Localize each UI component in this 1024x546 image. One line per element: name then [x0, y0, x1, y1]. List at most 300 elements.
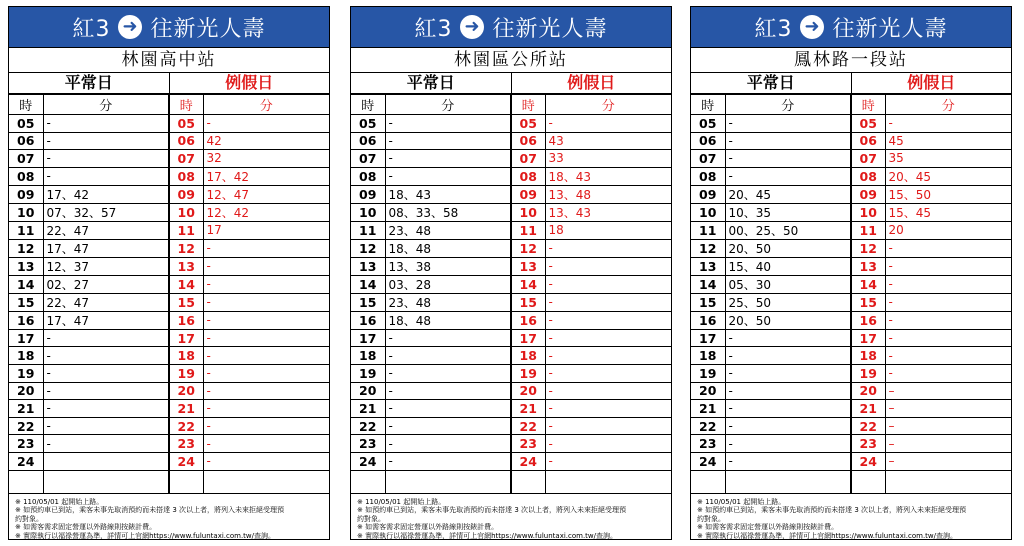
holiday-hour-header: 時: [169, 95, 203, 115]
weekday-minutes-cell: -: [725, 347, 851, 365]
notes: [9, 494, 329, 545]
day-type-row: [691, 73, 1011, 94]
table-row: [9, 329, 329, 347]
weekday-minutes-cell: -: [385, 132, 511, 150]
note-line: ※ 如預約車已到站，乘客未事先取消預約而未搭達 3 次以上者，將列入未來拒絕受理預: [15, 506, 284, 515]
hour-cell: 06: [9, 132, 43, 150]
holiday-minutes-cell: 18: [545, 221, 671, 239]
holiday-minutes-cell: -: [545, 311, 671, 329]
holiday-hour-cell: 19: [851, 364, 885, 382]
holiday-minute-header: 分: [545, 95, 671, 115]
holiday-hour-cell: 16: [169, 311, 203, 329]
holiday-hour-cell: 09: [169, 185, 203, 203]
holiday-hour-cell: 05: [511, 115, 545, 133]
holiday-hour-cell: 20: [511, 382, 545, 400]
holiday-hour-cell: 07: [851, 150, 885, 168]
hour-cell: 20: [9, 382, 43, 400]
hour-cell: 14: [691, 275, 725, 293]
holiday-hour-cell: 16: [851, 311, 885, 329]
table-row: [9, 347, 329, 365]
note-line: ※ 110/05/01 起開始上路。: [15, 497, 104, 506]
hour-cell: 09: [351, 185, 385, 203]
weekday-minutes-cell: -: [43, 150, 169, 168]
route-label: 紅3: [414, 16, 453, 42]
weekday-minutes-cell: -: [43, 435, 169, 453]
weekday-minutes-cell: 22、47: [43, 221, 169, 239]
table-row: [691, 329, 1011, 347]
hour-cell: 21: [691, 400, 725, 418]
hour-cell: 19: [9, 364, 43, 382]
schedule-table: [351, 94, 671, 494]
note-line: ※ 110/05/01 起開始上路。: [697, 497, 786, 506]
holiday-minutes-cell: -: [545, 329, 671, 347]
hour-cell: 24: [691, 452, 725, 470]
blank-cell: [9, 470, 43, 493]
table-row: [9, 417, 329, 435]
holiday-hour-header: 時: [511, 95, 545, 115]
hour-cell: 08: [9, 167, 43, 185]
header-row: [9, 95, 329, 115]
blank-cell: [511, 470, 545, 493]
holiday-minutes-cell: -: [545, 400, 671, 418]
holiday-minutes-cell: -: [203, 293, 329, 311]
table-row: [9, 435, 329, 453]
hour-cell: 22: [351, 417, 385, 435]
hour-cell: 20: [691, 382, 725, 400]
holiday-hour-cell: 14: [851, 275, 885, 293]
holiday-hour-cell: 17: [169, 329, 203, 347]
weekday-minutes-cell: -: [385, 167, 511, 185]
table-row: [9, 275, 329, 293]
weekday-minutes-cell: -: [43, 167, 169, 185]
hour-cell: 11: [9, 221, 43, 239]
holiday-minutes-cell: -: [885, 364, 1011, 382]
holiday-hour-cell: 14: [169, 275, 203, 293]
weekday-minutes-cell: 10、35: [725, 203, 851, 221]
hour-cell: 15: [9, 293, 43, 311]
holiday-hour-cell: 23: [169, 435, 203, 453]
notes: [351, 494, 671, 545]
hour-cell: 09: [9, 185, 43, 203]
weekday-minutes-cell: 18、48: [385, 239, 511, 257]
hour-cell: 07: [351, 150, 385, 168]
weekday-minutes-cell: -: [725, 382, 851, 400]
holiday-minutes-cell: -: [545, 257, 671, 275]
weekday-minutes-cell: 00、25、50: [725, 221, 851, 239]
holiday-minutes-cell: -: [545, 275, 671, 293]
weekday-minutes-cell: 17、47: [43, 311, 169, 329]
holiday-hour-cell: 15: [851, 293, 885, 311]
hour-cell: 12: [9, 239, 43, 257]
blank-row: [351, 470, 671, 493]
blank-row: [691, 470, 1011, 493]
table-row: [691, 167, 1011, 185]
hour-cell: 21: [351, 400, 385, 418]
holiday-minutes-cell: -: [885, 329, 1011, 347]
holiday-hour-cell: 21: [851, 400, 885, 418]
holiday-hour-cell: 21: [169, 400, 203, 418]
table-row: [9, 132, 329, 150]
table-row: [691, 435, 1011, 453]
note-line: ※ 如預約車已到站，乘客未事先取消預約而未搭達 3 次以上者，將列入未來拒絕受理預: [357, 506, 626, 515]
hour-cell: 18: [691, 347, 725, 365]
blank-cell: [691, 470, 725, 493]
holiday-minutes-cell: -: [203, 417, 329, 435]
blank-cell: [885, 470, 1011, 493]
blank-cell: [43, 470, 169, 493]
holiday-hour-cell: 12: [851, 239, 885, 257]
holiday-hour-cell: 18: [169, 347, 203, 365]
holiday-minutes-cell: -: [545, 239, 671, 257]
weekday-minutes-cell: -: [385, 364, 511, 382]
holiday-label: 例假日: [225, 73, 274, 92]
holiday-hour-cell: 21: [511, 400, 545, 418]
table-row: [351, 400, 671, 418]
weekday-minutes-cell: 20、50: [725, 239, 851, 257]
blank-cell: [851, 470, 885, 493]
weekday-minutes-cell: 15、40: [725, 257, 851, 275]
holiday-minutes-cell: 15、45: [885, 203, 1011, 221]
hour-cell: 08: [691, 167, 725, 185]
table-row: [691, 400, 1011, 418]
holiday-hour-cell: 24: [169, 452, 203, 470]
weekday-minutes-cell: 05、30: [725, 275, 851, 293]
header-row: [691, 95, 1011, 115]
holiday-minutes-cell: -: [203, 311, 329, 329]
holiday-minutes-cell: 12、47: [203, 185, 329, 203]
weekday-minutes-cell: -: [385, 452, 511, 470]
weekday-minutes-cell: -: [43, 382, 169, 400]
minute-header: 分: [725, 95, 851, 115]
hour-cell: 19: [351, 364, 385, 382]
blank-cell: [725, 470, 851, 493]
holiday-minutes-cell: -: [203, 115, 329, 133]
holiday-minutes-cell: 33: [545, 150, 671, 168]
arrow-right-icon: ➜: [460, 15, 484, 39]
route-header: [691, 7, 1011, 47]
weekday-minutes-cell: 25、50: [725, 293, 851, 311]
holiday-minutes-cell: –: [885, 382, 1011, 400]
note-line: 約對象。: [15, 514, 43, 523]
hour-cell: 23: [691, 435, 725, 453]
weekday-minutes-cell: 18、48: [385, 311, 511, 329]
table-row: [9, 400, 329, 418]
holiday-hour-cell: 05: [169, 115, 203, 133]
hour-cell: 22: [9, 417, 43, 435]
holiday-minutes-cell: 13、48: [545, 185, 671, 203]
holiday-label: 例假日: [567, 73, 616, 92]
hour-cell: 12: [691, 239, 725, 257]
holiday-hour-cell: 17: [851, 329, 885, 347]
stop-name: 林園高中站: [9, 47, 329, 73]
holiday-minutes-cell: 43: [545, 132, 671, 150]
holiday-hour-cell: 17: [511, 329, 545, 347]
holiday-minutes-cell: -: [545, 382, 671, 400]
table-row: [9, 311, 329, 329]
holiday-minutes-cell: -: [545, 417, 671, 435]
holiday-hour-cell: 11: [169, 221, 203, 239]
note-line: 約對象。: [357, 514, 385, 523]
holiday-hour-cell: 11: [851, 221, 885, 239]
blank-cell: [545, 470, 671, 493]
hour-cell: 11: [691, 221, 725, 239]
holiday-hour-cell: 07: [511, 150, 545, 168]
note-line: ※ 如需客需求固定營運以外路線則按錶計費。: [697, 523, 839, 532]
holiday-hour-cell: 24: [851, 452, 885, 470]
hour-cell: 05: [691, 115, 725, 133]
weekday-minutes-cell: 20、45: [725, 185, 851, 203]
table-row: [9, 452, 329, 470]
table-row: [351, 150, 671, 168]
table-row: [691, 347, 1011, 365]
table-row: [691, 417, 1011, 435]
weekday-label: 平常日: [9, 73, 170, 93]
holiday-hour-cell: 13: [511, 257, 545, 275]
holiday-hour-cell: 10: [851, 203, 885, 221]
holiday-minutes-cell: 42: [203, 132, 329, 150]
blank-cell: [351, 470, 385, 493]
arrow-right-icon: ➜: [118, 15, 142, 39]
holiday-minutes-cell: 35: [885, 150, 1011, 168]
hour-cell: 18: [351, 347, 385, 365]
table-row: [691, 382, 1011, 400]
table-row: [691, 239, 1011, 257]
weekday-minutes-cell: 23、48: [385, 221, 511, 239]
table-row: [9, 239, 329, 257]
table-row: [351, 452, 671, 470]
hour-cell: 15: [351, 293, 385, 311]
holiday-minutes-cell: -: [885, 311, 1011, 329]
weekday-label: 平常日: [351, 73, 512, 93]
hour-cell: 06: [691, 132, 725, 150]
holiday-hour-cell: 18: [511, 347, 545, 365]
weekday-minutes-cell: -: [725, 150, 851, 168]
note-line: ※ 如預約車已到站，乘客未事先取消預約而未搭達 3 次以上者，將列入未來拒絕受理預: [697, 506, 966, 515]
holiday-hour-cell: 09: [851, 185, 885, 203]
holiday-minutes-cell: 20、45: [885, 167, 1011, 185]
table-row: [691, 364, 1011, 382]
holiday-hour-cell: 08: [851, 167, 885, 185]
table-row: [9, 185, 329, 203]
holiday-minutes-cell: -: [885, 293, 1011, 311]
weekday-minutes-cell: -: [725, 132, 851, 150]
holiday-hour-cell: 13: [851, 257, 885, 275]
hour-cell: 14: [351, 275, 385, 293]
table-row: [9, 150, 329, 168]
holiday-minutes-cell: -: [545, 347, 671, 365]
table-row: [691, 185, 1011, 203]
holiday-minutes-cell: -: [545, 452, 671, 470]
table-row: [691, 150, 1011, 168]
holiday-hour-cell: 09: [511, 185, 545, 203]
weekday-minutes-cell: -: [725, 329, 851, 347]
holiday-minutes-cell: -: [203, 452, 329, 470]
note-line: ※ 實際執行以福祿營運為準，詳情可上官網https://www.fuluntaxi.com.tw/查詢。: [15, 531, 276, 540]
hour-cell: 21: [9, 400, 43, 418]
weekday-minutes-cell: -: [43, 417, 169, 435]
holiday-hour-cell: 20: [169, 382, 203, 400]
weekday-minutes-cell: 20、50: [725, 311, 851, 329]
note-line: ※ 實際執行以福祿營運為準，詳情可上官網https://www.fuluntaxi.com.tw/查詢。: [357, 531, 618, 540]
table-row: [351, 382, 671, 400]
table-row: [351, 311, 671, 329]
weekday-minutes-cell: -: [725, 435, 851, 453]
table-row: [691, 452, 1011, 470]
notes: [691, 494, 1011, 545]
hour-header: 時: [351, 95, 385, 115]
weekday-minutes-cell: 18、43: [385, 185, 511, 203]
hour-cell: 06: [351, 132, 385, 150]
holiday-hour-cell: 10: [511, 203, 545, 221]
hour-cell: 22: [691, 417, 725, 435]
holiday-hour-cell: 08: [511, 167, 545, 185]
blank-cell: [203, 470, 329, 493]
table-row: [9, 257, 329, 275]
holiday-minutes-cell: -: [885, 115, 1011, 133]
weekday-minutes-cell: -: [43, 364, 169, 382]
table-row: [9, 167, 329, 185]
hour-cell: 19: [691, 364, 725, 382]
route-direction: 往新光人壽: [832, 16, 948, 42]
note-line: ※ 如需客需求固定營運以外路線則按錶計費。: [15, 523, 157, 532]
weekday-minutes-cell: -: [725, 452, 851, 470]
schedule-table: [691, 94, 1011, 494]
hour-cell: 09: [691, 185, 725, 203]
hour-cell: 13: [351, 257, 385, 275]
hour-cell: 23: [9, 435, 43, 453]
hour-cell: 15: [691, 293, 725, 311]
holiday-minutes-cell: 15、50: [885, 185, 1011, 203]
holiday-hour-cell: 08: [169, 167, 203, 185]
holiday-minutes-cell: 17: [203, 221, 329, 239]
holiday-hour-cell: 24: [511, 452, 545, 470]
hour-header: 時: [691, 95, 725, 115]
table-row: [691, 275, 1011, 293]
holiday-hour-cell: 06: [511, 132, 545, 150]
weekday-minutes-cell: -: [43, 132, 169, 150]
note-line: ※ 實際執行以福祿營運為準，詳情可上官網https://www.fuluntaxi.com.tw/查詢。: [697, 531, 958, 540]
table-row: [351, 275, 671, 293]
table-row: [351, 132, 671, 150]
weekday-minutes-cell: -: [385, 150, 511, 168]
day-type-row: [351, 73, 671, 94]
holiday-hour-cell: 23: [511, 435, 545, 453]
holiday-minutes-cell: –: [885, 400, 1011, 418]
route-direction: 往新光人壽: [492, 16, 608, 42]
holiday-minutes-cell: 32: [203, 150, 329, 168]
hour-cell: 20: [351, 382, 385, 400]
table-row: [9, 115, 329, 133]
holiday-minutes-cell: -: [203, 435, 329, 453]
holiday-minutes-cell: –: [885, 452, 1011, 470]
holiday-hour-cell: 22: [851, 417, 885, 435]
holiday-minutes-cell: -: [203, 257, 329, 275]
table-row: [351, 347, 671, 365]
weekday-minutes-cell: [43, 452, 169, 470]
hour-cell: 10: [351, 203, 385, 221]
hour-cell: 17: [9, 329, 43, 347]
holiday-hour-cell: 12: [511, 239, 545, 257]
timetable-panel: [690, 6, 1012, 540]
holiday-minutes-cell: –: [885, 417, 1011, 435]
header-row: [351, 95, 671, 115]
holiday-hour-cell: 16: [511, 311, 545, 329]
weekday-minutes-cell: 12、37: [43, 257, 169, 275]
holiday-hour-cell: 06: [169, 132, 203, 150]
holiday-hour-cell: 15: [169, 293, 203, 311]
holiday-minutes-cell: -: [885, 275, 1011, 293]
note-line: ※ 110/05/01 起開始上路。: [357, 497, 446, 506]
weekday-minutes-cell: 03、28: [385, 275, 511, 293]
table-row: [351, 221, 671, 239]
weekday-minutes-cell: -: [725, 167, 851, 185]
table-row: [691, 132, 1011, 150]
day-type-row: [9, 73, 329, 94]
hour-cell: 16: [9, 311, 43, 329]
stop-name: 鳳林路一段站: [691, 47, 1011, 73]
blank-row: [9, 470, 329, 493]
table-row: [351, 203, 671, 221]
weekday-minutes-cell: -: [385, 329, 511, 347]
holiday-minute-header: 分: [203, 95, 329, 115]
holiday-hour-cell: 15: [511, 293, 545, 311]
holiday-minutes-cell: -: [545, 364, 671, 382]
hour-cell: 11: [351, 221, 385, 239]
weekday-minutes-cell: -: [725, 417, 851, 435]
route-header: [351, 7, 671, 47]
weekday-minutes-cell: 07、32、57: [43, 203, 169, 221]
weekday-minutes-cell: -: [725, 364, 851, 382]
holiday-minute-header: 分: [885, 95, 1011, 115]
hour-cell: 10: [9, 203, 43, 221]
weekday-minutes-cell: -: [385, 400, 511, 418]
minute-header: 分: [385, 95, 511, 115]
weekday-minutes-cell: 22、47: [43, 293, 169, 311]
table-row: [351, 417, 671, 435]
holiday-hour-cell: 14: [511, 275, 545, 293]
hour-cell: 13: [9, 257, 43, 275]
holiday-minutes-cell: -: [545, 435, 671, 453]
weekday-minutes-cell: -: [385, 115, 511, 133]
hour-cell: 05: [351, 115, 385, 133]
weekday-minutes-cell: -: [385, 347, 511, 365]
table-row: [351, 364, 671, 382]
table-row: [9, 221, 329, 239]
holiday-label: 例假日: [907, 73, 956, 92]
hour-cell: 18: [9, 347, 43, 365]
route-label: 紅3: [72, 16, 111, 42]
holiday-hour-cell: 22: [511, 417, 545, 435]
holiday-hour-cell: 19: [511, 364, 545, 382]
holiday-minutes-cell: -: [203, 239, 329, 257]
note-line: 約對象。: [697, 514, 725, 523]
holiday-minutes-cell: 12、42: [203, 203, 329, 221]
hour-cell: 08: [351, 167, 385, 185]
holiday-minutes-cell: 45: [885, 132, 1011, 150]
stop-name: 林園區公所站: [351, 47, 671, 73]
holiday-hour-cell: 20: [851, 382, 885, 400]
weekday-minutes-cell: 17、42: [43, 185, 169, 203]
table-row: [351, 167, 671, 185]
timetable-panel: [350, 6, 672, 540]
hour-cell: 07: [691, 150, 725, 168]
weekday-minutes-cell: 17、47: [43, 239, 169, 257]
schedule-body: [691, 95, 1011, 494]
table-row: [351, 329, 671, 347]
weekday-minutes-cell: 23、48: [385, 293, 511, 311]
weekday-minutes-cell: -: [725, 115, 851, 133]
holiday-minutes-cell: 18、43: [545, 167, 671, 185]
